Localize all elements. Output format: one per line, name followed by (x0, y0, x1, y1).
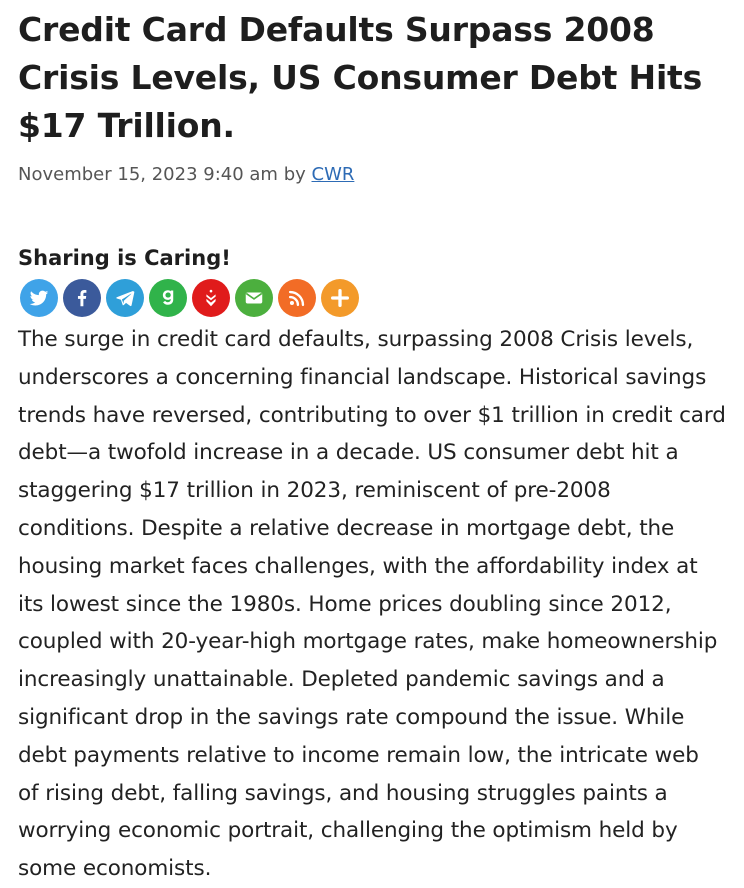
facebook-f-icon (71, 287, 93, 309)
share-facebook-button[interactable] (63, 279, 101, 317)
envelope-icon (243, 287, 265, 309)
by-label: by (283, 164, 306, 185)
post-date: November 15, 2023 9:40 am (18, 164, 278, 185)
share-telegram-button[interactable] (106, 279, 144, 317)
author-link[interactable]: CWR (311, 164, 355, 185)
article-body: The surge in credit card defaults, surpassing 2008 Crisis levels, underscores a concerning financial landscape. Historical savings trends have reversed, contributing to over $1 trillion in credit card debt—a twofold increase in a decade. US consumer debt hit a staggering $17 trillion in 2023, reminiscent of pre-2008 conditions. Despite a relative decrease in mortgage debt, the housing market faces challenges, with the affordability index at its lowest since the 1980s. Home prices doubling since 2012, coupled with 20-year-high mortgage rates, make homeownership increasingly unattainable. Depleted pandemic savings and a significant drop in the savings rate compound the issue. While debt payments relative to income remain low, the intricate web of rising debt, falling savings, and housing struggles paints a worrying economic portrait, challenging the optimism held by some economists. (18, 327, 726, 882)
share-gab-button[interactable] (192, 279, 230, 317)
share-more-button[interactable] (321, 279, 359, 317)
gab-icon (200, 287, 222, 309)
gettr-g-icon (157, 287, 179, 309)
share-rss-button[interactable] (278, 279, 316, 317)
plus-icon (329, 287, 351, 309)
sharing-heading: Sharing is Caring! (18, 246, 231, 270)
share-buttons (20, 279, 726, 317)
share-twitter-button[interactable] (20, 279, 58, 317)
article-title: Credit Card Defaults Surpass 2008 Crisis Levels, US Consumer Debt Hits $17 Trillion. (18, 10, 703, 145)
twitter-bird-icon (28, 287, 50, 309)
share-gettr-button[interactable] (149, 279, 187, 317)
article-meta (18, 162, 726, 188)
telegram-plane-icon (114, 287, 136, 309)
rss-icon (286, 287, 308, 309)
share-email-button[interactable] (235, 279, 273, 317)
